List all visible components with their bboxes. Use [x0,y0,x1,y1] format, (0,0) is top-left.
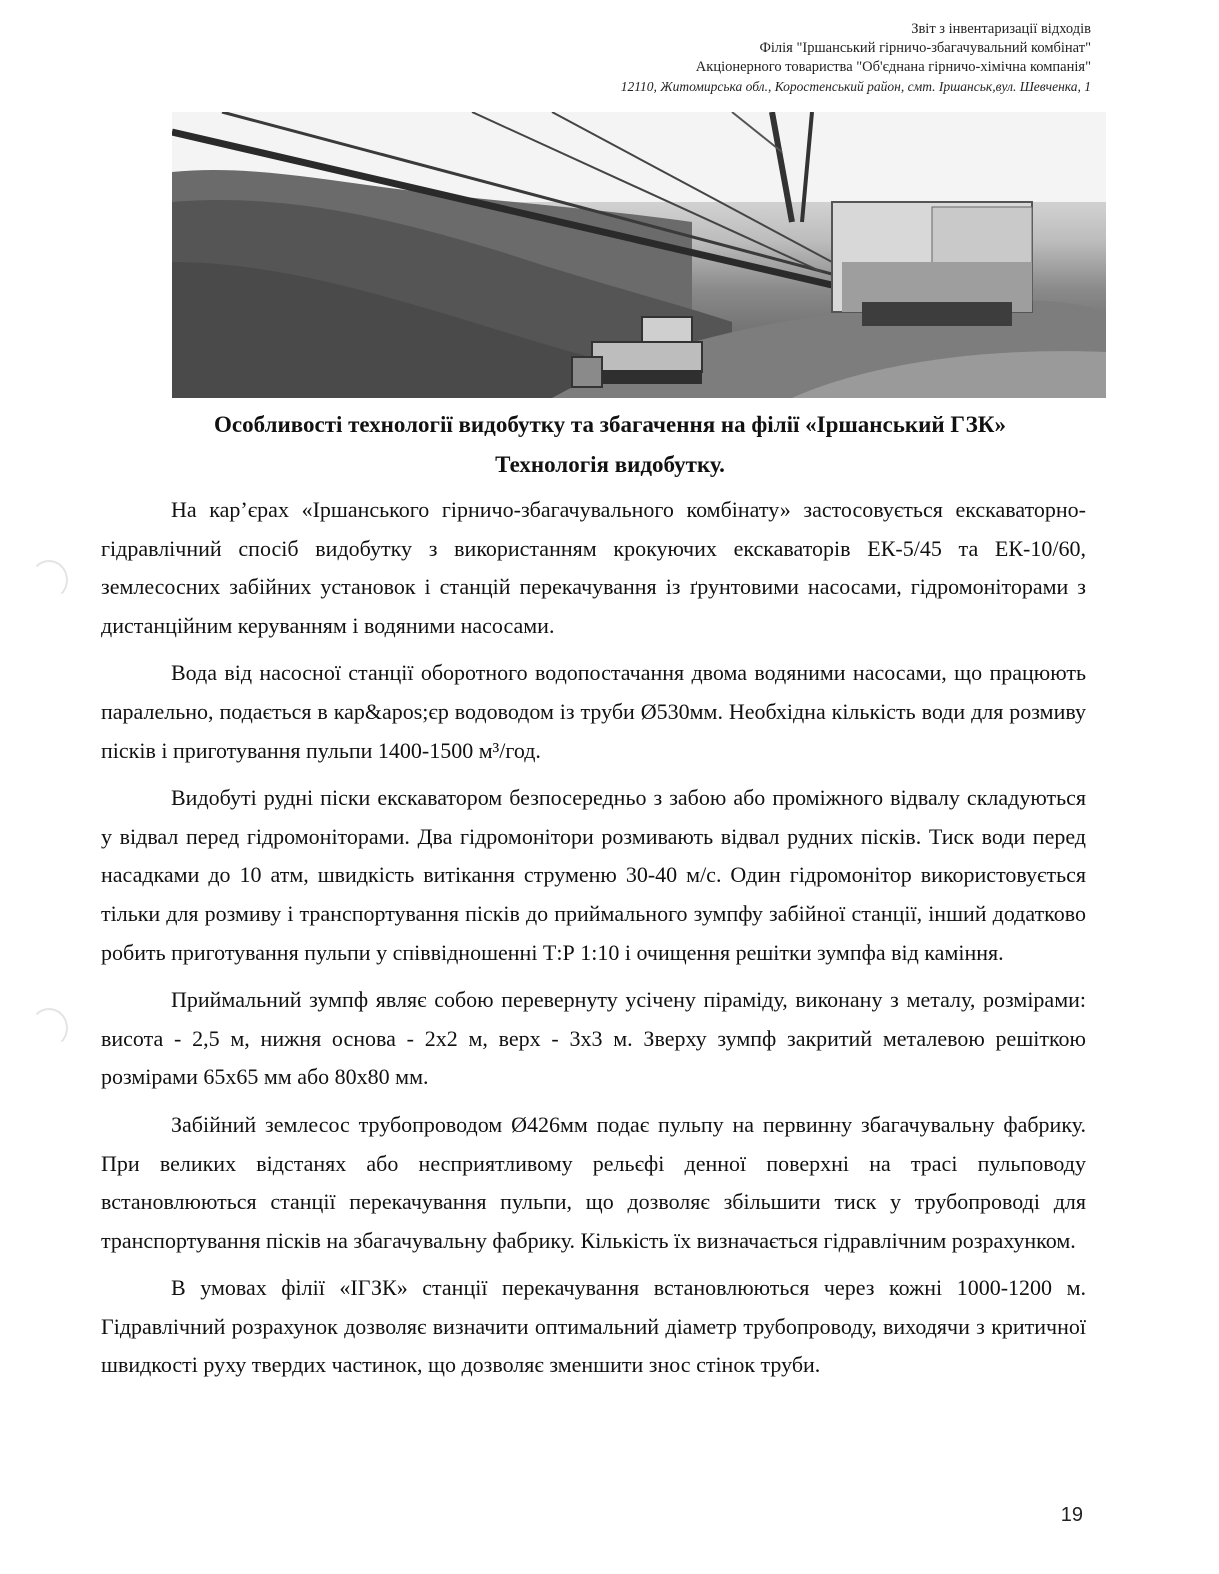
punch-hole-mark [30,1008,68,1048]
header-line-3: Акціонерного товариства "Об'єднана гірничо-хімічна компанія" [695,59,1091,75]
excavator-photo [172,112,1106,398]
header-line-2: Філія "Іршанський гірничо-збагачувальний комбінат" [759,40,1091,56]
paragraph: В умовах філії «ІГЗК» станції перекачування встановлюються через кожні 1000-1200 м. Гідравлічний розрахунок дозволяє визначити оптимальний діаметр трубопроводу, виходячи з критичної швидкості руху твердих частинок, що дозволяє зменшити знос стінок труби. [101,1275,1086,1378]
header-address: 12110, Житомирська обл., Коростенський район, смт. Іршанськ,вул. Шевченка, 1 [620,79,1091,94]
body-text [101,491,1086,1394]
header-line-1: Звіт з інвентаризації відходів [911,21,1091,37]
paragraph: Забійний землесос трубопроводом Ø426мм подає пульпу на первинну збагачувальну фабрику. При великих відстанях або несприятливому рельєфі денної поверхні на трасі пульповоду встановлюються станції перекачування пульпи, що дозволяє збільшити тиск у трубопроводі для транспортування пісків на збагачувальну фабрику. Кількість їх визначається гідравлічним розрахунком. [101,1111,1086,1253]
paragraph: Приймальний зумпф являє собою перевернуту усічену піраміду, виконану з металу, розмірами: висота - 2,5 м, нижня основа - 2х2 м, верх - 3х3 м. Зверху зумпф закритий металевою решіткою розмірами 65х65 мм або 80х80 мм. [101,987,1086,1090]
paragraph: Видобуті рудні піски екскаватором безпосередньо з забою або проміжного відвалу складуються у відвал перед гідромоніторами. Два гідромонітори розмивають відвал рудних пісків. Тиск води перед насадками до 10 атм, швидкість витікання струменю 30-40 м/с. Один гідромонітор використовується тільки для розмиву і транспортування пісків до приймального зумпфу забійної станції, інший додатково робить приготування пульпи у співвідношенні Т:Р 1:10 і очищення решітки зумпфа від каміння. [101,785,1086,965]
paragraph: На кар’єрах «Іршанського гірничо-збагачувального комбінату» застосовується екскаваторно-гідравлічний спосіб видобутку з використанням крокуючих екскаваторів ЕК-5/45 та ЕК-10/60, землесосних забійних установок і станцій перекачування із ґрунтовими насосами, гідромоніторами з дистанційним керуванням і водяними насосами. [101,497,1086,638]
section-subtitle: Технологія видобутку. [495,452,725,477]
paragraph: Вода від насосної станції оборотного водопостачання двома водяними насосами, що працюють паралельно, подається в кар&apos;єр водоводом із труби Ø530мм. Необхідна кількість води для розмиву пісків і приготування пульпи 1400-1500 м³/год. [101,660,1086,763]
document-header [391,20,1091,96]
punch-hole-mark [30,560,68,600]
section-title: Особливості технології видобутку та збагачення на філії «Іршанський ГЗК» [214,412,1006,437]
excavator-photo-drawing [172,112,1106,398]
page-number: 19 [1060,1504,1083,1526]
